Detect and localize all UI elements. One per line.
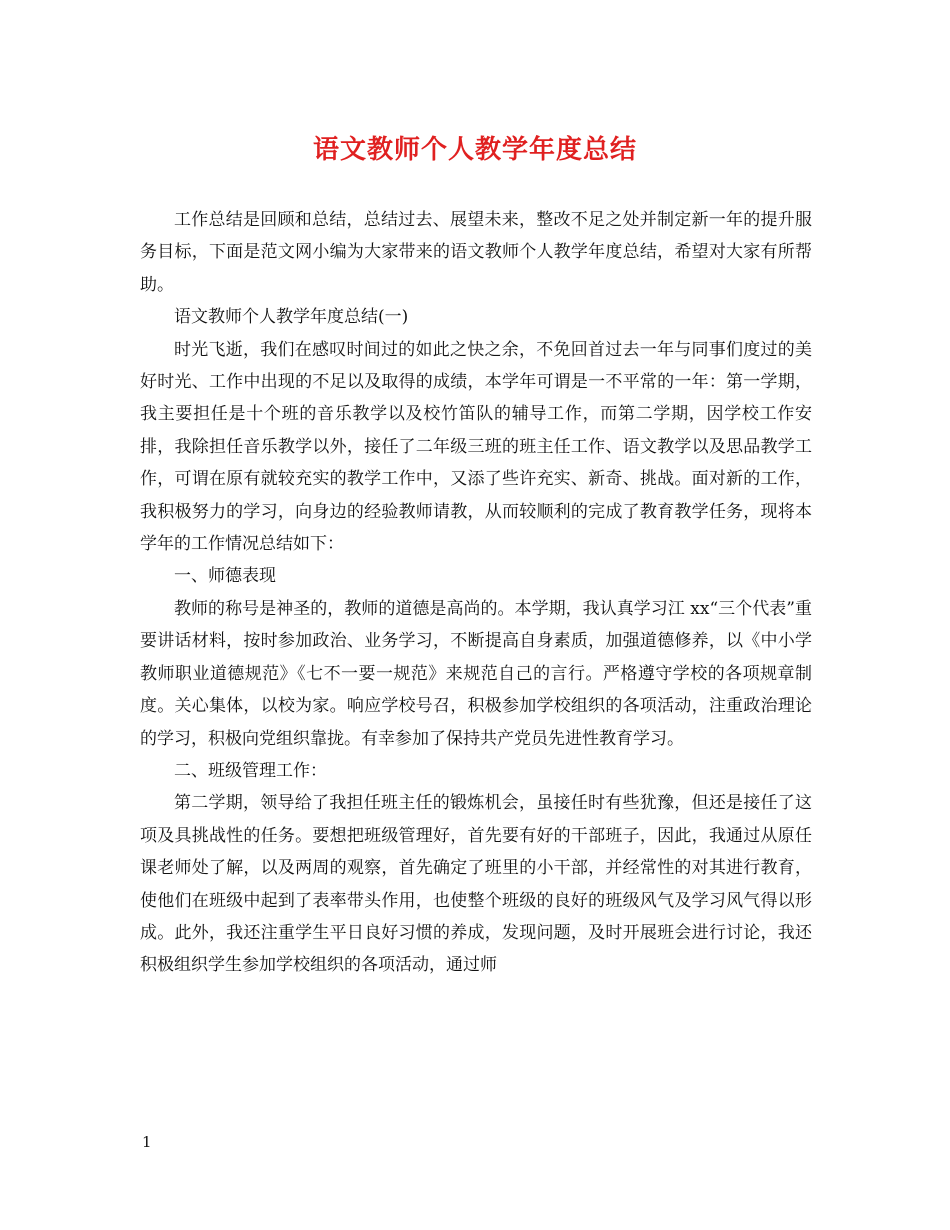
section-heading: 一、师德表现: [174, 566, 276, 587]
document-title: 语文教师个人教学年度总结: [312, 135, 637, 165]
body-paragraph: 教师的称号是神圣的，教师的道德是高尚的。本学期，我认真学习江 xx“三个代表”重要讲话材料，按时参加政治、业务学习，不断提高自身素质，加强道德修养，以《中小学教师职业道德规范》《七不一要一规范》来规范自己的言行。严格遵守学校的各项规章制度。关心集体，以校为家。响应学校号召，积极参加学校组织的各项活动，注重政治理论的学习，积极向党组织靠拢。有幸参加了保持共产党员先进性教育学习。: [140, 598, 812, 749]
section-heading: 二、班级管理工作：: [174, 760, 327, 781]
page-number: 1: [142, 1133, 152, 1151]
body-paragraph: 第二学期，领导给了我担任班主任的锻炼机会，虽接任时有些犹豫，但还是接任了这项及具挑战性的任务。要想把班级管理好，首先要有好的干部班子，因此，我通过从原任课老师处了解，以及两周的观察，首先确定了班里的小干部，并经常性的对其进行教育，使他们在班级中起到了表率带头作用，也使整个班级的良好的班级风气及学习风气得以形成。此外，我还注重学生平日良好习惯的养成，发现问题，及时开展班会进行讨论，我还积极组织学生参加学校组织的各项活动，通过师: [140, 793, 812, 976]
intro-paragraph: 工作总结是回顾和总结，总结过去、展望未来，整改不足之处并制定新一年的提升服务目标，下面是范文网小编为大家带来的语文教师个人教学年度总结，希望对大家有所帮助。: [140, 210, 812, 295]
document-body: [140, 204, 812, 982]
section-heading: 语文教师个人教学年度总结(一): [174, 307, 409, 328]
body-paragraph: 时光飞逝，我们在感叹时间过的如此之快之余，不免回首过去一年与同事们度过的美好时光、工作中出现的不足以及取得的成绩，本学年可谓是一不平常的一年：第一学期，我主要担任是十个班的音乐教学以及校竹笛队的辅导工作，而第二学期，因学校工作安排，我除担任音乐教学以外，接任了二年级三班的班主任工作、语文教学以及思品教学工作，可谓在原有就较充实的教学工作中，又添了些许充实、新奇、挑战。面对新的工作，我积极努力的学习，向身边的经验教师请教，从而较顺利的完成了教育教学任务，现将本学年的工作情况总结如下：: [140, 339, 812, 555]
